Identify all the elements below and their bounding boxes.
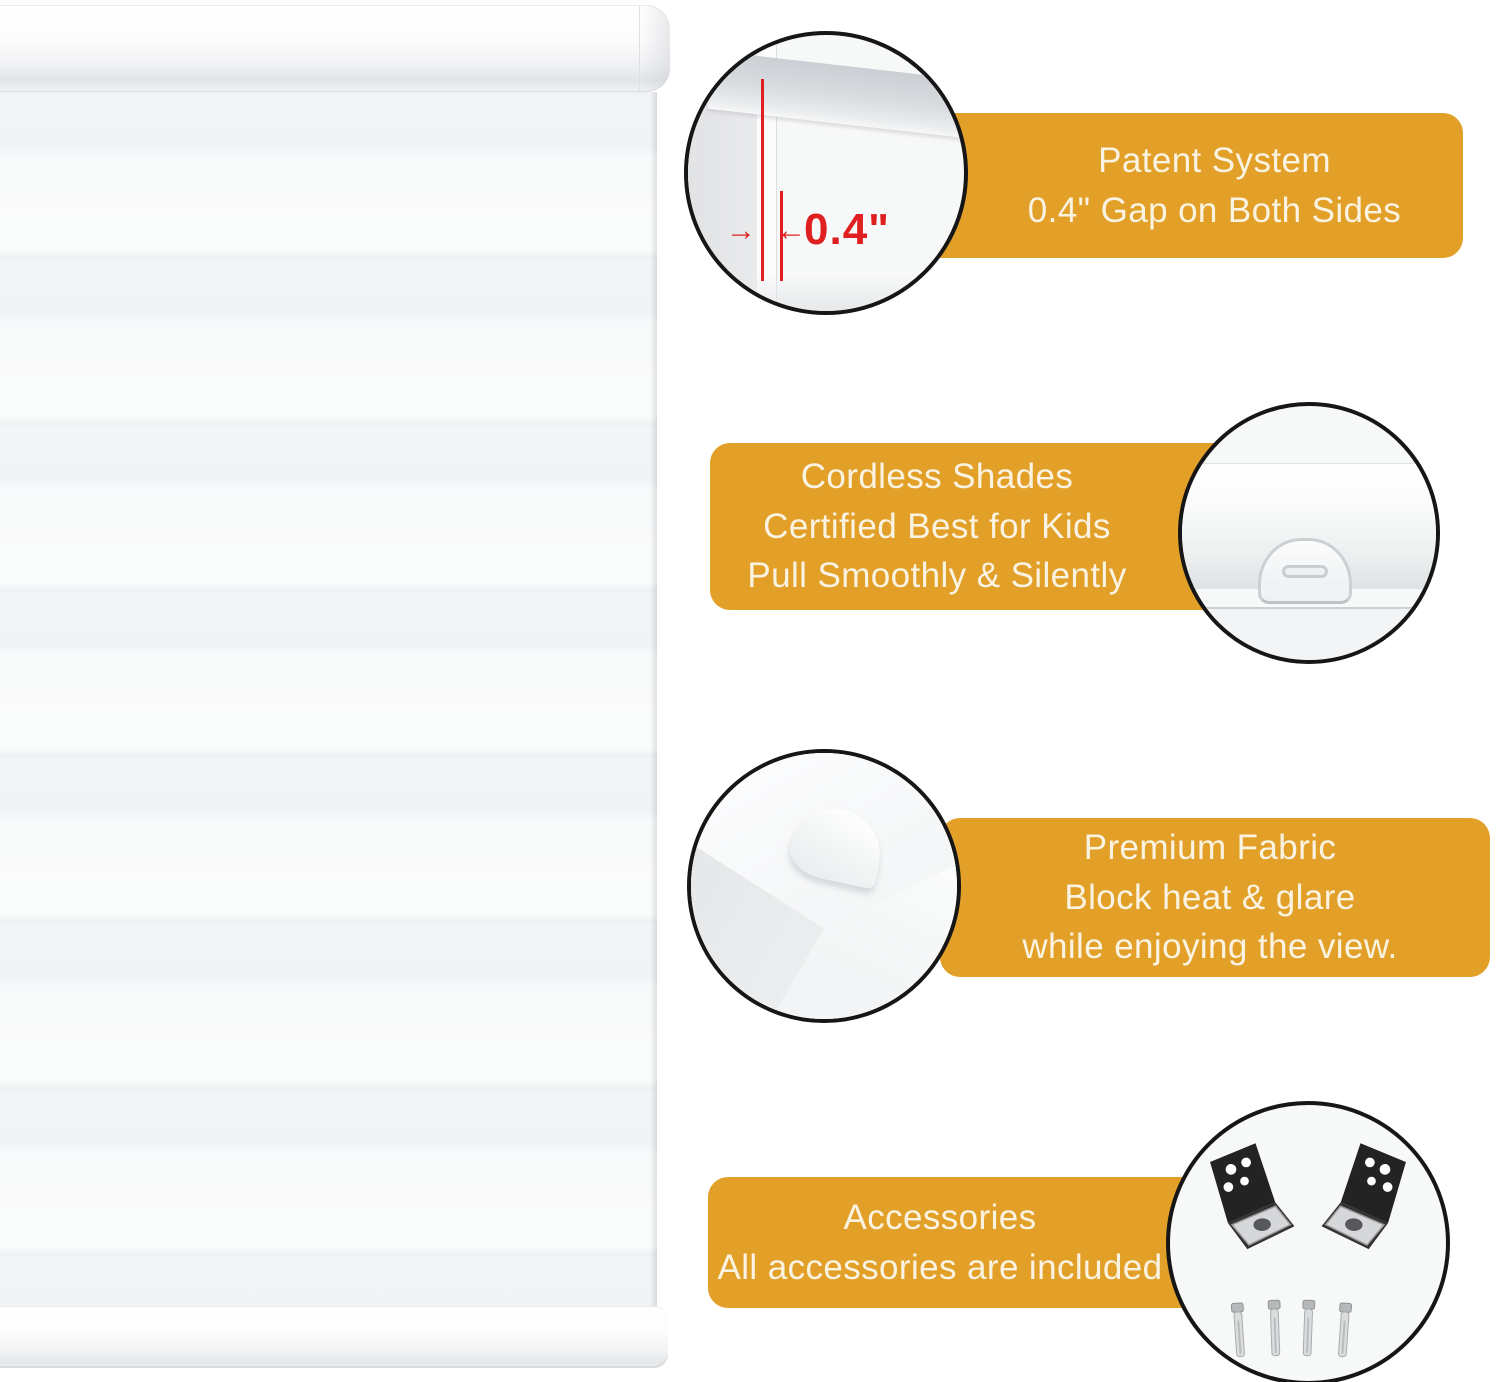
banner-line: Certified Best for Kids <box>763 506 1111 546</box>
screw-icon <box>1231 1303 1246 1357</box>
bracket-right-icon <box>1320 1141 1407 1251</box>
arrow-right-icon: → <box>726 214 756 247</box>
bracket-left-icon <box>1209 1141 1296 1251</box>
mounting-hardware-photo <box>1166 1101 1450 1382</box>
headrail-end-cap <box>639 5 670 92</box>
arrow-left-icon: ← <box>776 214 806 247</box>
measure-line <box>761 79 764 281</box>
shadow-area <box>688 275 964 311</box>
screw-icon <box>1268 1300 1282 1356</box>
banner-cordless-shades <box>710 443 1240 610</box>
banner-line: 0.4" Gap on Both Sides <box>1027 190 1402 230</box>
gap-measurement-photo <box>684 31 968 315</box>
shade-bottom-rail <box>0 1306 668 1368</box>
rail-underside <box>1182 609 1436 660</box>
shade-fabric <box>0 92 657 1306</box>
banner-line: Patent System <box>1098 140 1331 180</box>
gap-measurement-label: 0.4" <box>804 205 891 254</box>
banner-premium-fabric <box>940 818 1490 977</box>
banner-line: All accessories are included <box>717 1247 1163 1287</box>
fabric-closeup-photo <box>687 749 961 1023</box>
banner-line: Premium Fabric <box>1083 827 1337 867</box>
shade-headrail <box>0 5 670 92</box>
banner-line: Cordless Shades <box>800 456 1074 496</box>
banner-accessories <box>708 1177 1240 1308</box>
hardware-illustration <box>1170 1105 1446 1381</box>
pull-tab-slot <box>1282 565 1328 578</box>
banner-line: Accessories <box>843 1197 1037 1237</box>
banner-line: Pull Smoothly & Silently <box>747 556 1127 596</box>
screw-icon <box>1301 1300 1315 1356</box>
banner-line: while enjoying the view. <box>1022 927 1398 967</box>
screw-icon <box>1336 1303 1351 1357</box>
pull-tab-photo <box>1178 402 1440 664</box>
banner-line: Block heat & glare <box>1064 877 1356 917</box>
